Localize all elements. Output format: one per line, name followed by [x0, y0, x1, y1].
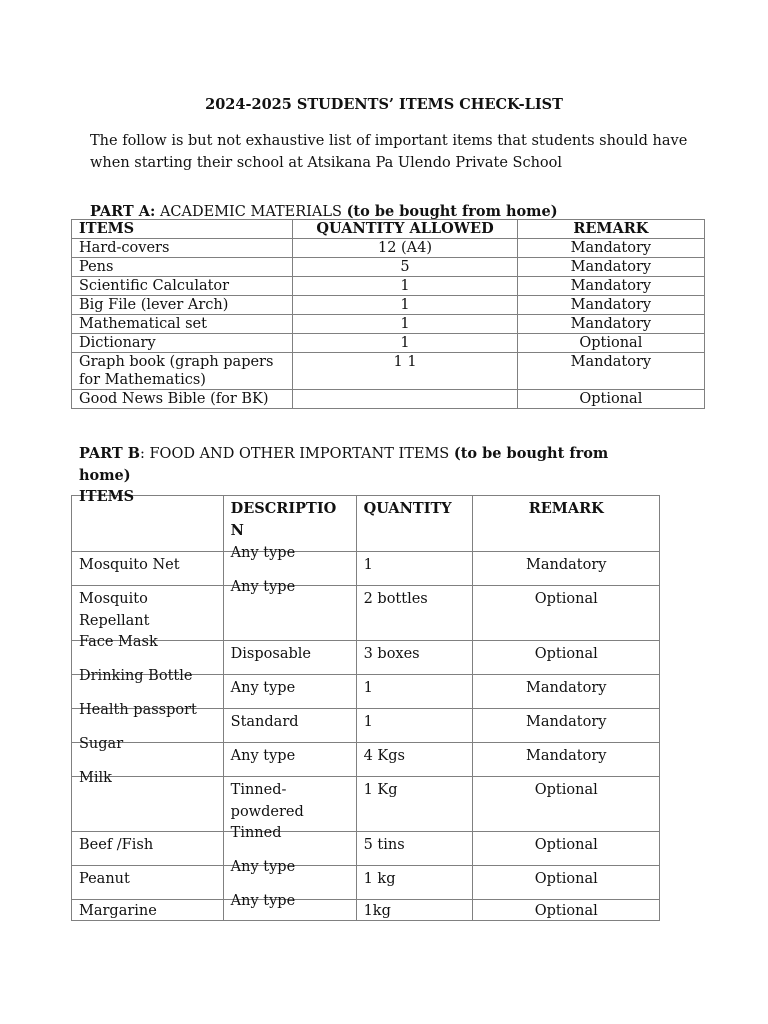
table-row — [72, 390, 705, 409]
item-cell: Good News Bible (for BK) — [72, 390, 293, 409]
part-a-label: PART A: — [90, 203, 156, 220]
column-header-remark: REMARK — [517, 220, 704, 239]
description-cell — [223, 579, 356, 641]
table-row — [72, 334, 705, 353]
description-text: Any type — [230, 859, 296, 875]
table-row — [72, 315, 705, 334]
table-header-row — [72, 220, 705, 239]
quantity-cell: 1 — [293, 315, 517, 334]
quantity-cell: 1 — [293, 277, 517, 296]
quantity-cell: 1 — [356, 552, 473, 586]
table-row — [72, 866, 660, 900]
table-row — [72, 258, 705, 277]
remark-cell: Optional — [473, 900, 660, 921]
remark-cell: Mandatory — [517, 239, 704, 258]
table-row — [72, 353, 705, 390]
description-cell: Tinned- powdered — [223, 777, 356, 832]
item-text: Drinking Bottle — [79, 668, 193, 684]
remark-cell: Mandatory — [517, 315, 704, 334]
part-b-title: : FOOD AND OTHER IMPORTANT ITEMS — [140, 446, 454, 462]
quantity-cell: 3 boxes — [356, 641, 473, 675]
remark-cell: Optional — [517, 390, 704, 409]
item-text: Milk — [79, 770, 112, 786]
academic-materials-table — [71, 219, 705, 409]
remark-cell: Mandatory — [473, 743, 660, 777]
column-header-items-cell — [72, 488, 224, 552]
quantity-cell: 1kg — [356, 900, 473, 921]
part-a-title: ACADEMIC MATERIALS — [155, 204, 347, 220]
table-row — [72, 900, 660, 921]
item-cell: Mathematical set — [72, 315, 293, 334]
description-text: Any type — [230, 545, 296, 561]
part-a-heading — [90, 203, 558, 220]
item-cell: Hard-covers — [72, 239, 293, 258]
quantity-cell: 1 — [293, 334, 517, 353]
quantity-cell: 4 Kgs — [356, 743, 473, 777]
item-cell: Mosquito Repellant — [72, 586, 224, 641]
table-row — [72, 296, 705, 315]
remark-cell: Mandatory — [473, 675, 660, 709]
table-row — [72, 239, 705, 258]
item-cell: Pens — [72, 258, 293, 277]
food-items-table — [71, 488, 660, 921]
quantity-cell: 5 tins — [356, 832, 473, 866]
description-text: Any type — [230, 893, 296, 909]
item-cell: Scientific Calculator — [72, 277, 293, 296]
table-row — [72, 552, 660, 586]
item-cell: Beef /Fish — [72, 832, 224, 866]
part-b-heading — [79, 443, 659, 487]
description-cell: Any type — [223, 743, 356, 777]
column-header-quantity: QUANTITY — [356, 496, 473, 552]
item-cell: Peanut — [72, 866, 224, 900]
description-cell — [223, 893, 356, 921]
quantity-cell: 1 1 — [293, 353, 517, 390]
remark-cell: Mandatory — [473, 552, 660, 586]
column-header-remark: REMARK — [473, 496, 660, 552]
table-row — [72, 832, 660, 866]
quantity-cell: 2 bottles — [356, 586, 473, 641]
table-header-row — [72, 496, 660, 552]
quantity-cell: 1 — [356, 675, 473, 709]
part-a-note: (to be bought from home) — [346, 203, 558, 220]
quantity-cell: 1 kg — [356, 866, 473, 900]
quantity-cell: 1 Kg — [356, 777, 473, 832]
description-text: Any type — [230, 579, 296, 595]
part-b-label: PART B — [79, 445, 140, 462]
item-cell: Margarine — [72, 900, 224, 921]
quantity-cell: 5 — [293, 258, 517, 277]
quantity-cell: 1 — [356, 709, 473, 743]
remark-cell: Optional — [473, 641, 660, 675]
intro-paragraph: The follow is but not exhaustive list of important items that students should have when starting their school at Atsikana Pa Ulendo Private School — [90, 133, 688, 171]
item-text: Sugar — [79, 736, 124, 752]
remark-cell: Mandatory — [517, 296, 704, 315]
item-cell: Graph book (graph papers for Mathematics) — [72, 353, 293, 390]
column-header-quantity: QUANTITY ALLOWED — [293, 220, 517, 239]
remark-cell: Optional — [473, 777, 660, 832]
column-header-description: DESCRIPTIO N — [223, 496, 356, 552]
table-row — [72, 277, 705, 296]
remark-cell: Mandatory — [517, 258, 704, 277]
remark-cell: Mandatory — [517, 277, 704, 296]
part-b-note: (to be bought from home) — [79, 445, 609, 484]
item-cell: Big File (lever Arch) — [72, 296, 293, 315]
remark-cell: Optional — [473, 832, 660, 866]
remark-cell: Optional — [473, 866, 660, 900]
description-cell: Any type — [223, 675, 356, 709]
remark-cell: Optional — [517, 334, 704, 353]
description-text: Tinned — [230, 825, 282, 841]
column-header-items: ITEMS — [72, 220, 293, 239]
item-cell — [72, 770, 224, 832]
remark-cell: Optional — [473, 586, 660, 641]
description-cell: Standard — [223, 709, 356, 743]
table-row — [72, 777, 660, 832]
remark-cell: Mandatory — [473, 709, 660, 743]
item-cell: Dictionary — [72, 334, 293, 353]
item-cell: Mosquito Net — [72, 552, 224, 586]
remark-cell: Mandatory — [517, 353, 704, 390]
quantity-cell — [293, 390, 517, 409]
item-text: Face Mask — [79, 634, 158, 650]
quantity-cell: 1 — [293, 296, 517, 315]
item-text: Health passport — [79, 702, 197, 718]
description-cell: Disposable — [223, 641, 356, 675]
document-title: 2024-2025 STUDENTS’ ITEMS CHECK-LIST — [205, 96, 563, 113]
column-header-items: ITEMS — [79, 488, 135, 505]
quantity-cell: 12 (A4) — [293, 239, 517, 258]
